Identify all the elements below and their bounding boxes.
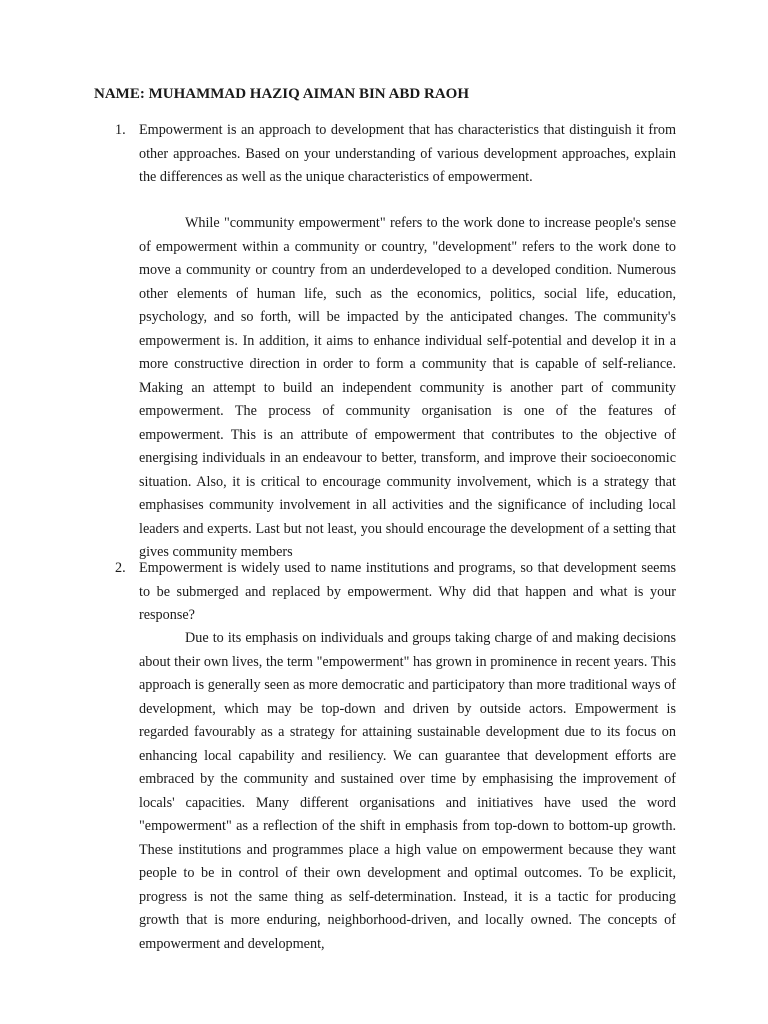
answer-1-paragraph: While "community empowerment" refers to the work done to increase people's sense of empowerment within a community or country, "development" refers to the work done to move a community or country from an underdeveloped to a developed condition. Numerous other elements of human life, such as the economics, politics, social life, education, psychology, and so forth, will be impacted by the anticipated changes. The community's empowerment is. In addition, it aims to enhance individual self-potential and develop it in a more constructive direction in order to form a community that is capable of self-reliance. Making an attempt to build an independent community is another part of community empowerment. The process of community organisation is one of the features of empowerment. This is an attribute of empowerment that contributes to the objective of energising individuals in an endeavour to better, transform, and improve their socioeconomic situation. Also, it is critical to encourage community involvement, which is a strategy that emphasises community involvement in all activities and the significance of including local leaders and experts. Last but not least, you should encourage the development of a setting that gives community members: [139, 215, 676, 560]
question-1-number: 1.: [115, 122, 126, 138]
question-2-text: Empowerment is widely used to name institutions and programs, so that development seems to be submerged and replaced by empowerment. Why did that happen and what is your response?: [139, 560, 676, 623]
answer-2-paragraph: Due to its emphasis on individuals and groups taking charge of and making decisions about their own lives, the term "empowerment" has grown in prominence in recent years. This approach is generally seen as more democratic and participatory than more traditional ways of development, which may be top-down and driven by outside actors. Empowerment is regarded favourably as a strategy for attaining sustainable development due to its focus on enhancing local capability and resiliency. We can guarantee that development efforts are embraced by the community and sustained over time by emphasising the improvement of locals' capacities. Many different organisations and initiatives have used the word "empowerment" as a reflection of the shift in emphasis from top-down to bottom-up growth. These institutions and programmes place a high value on empowerment because they want people to be in control of their own development and optimal outcomes. To be explicit, progress is not the same thing as self-determination. Instead, it is a tactic for producing growth that is more enduring, neighborhood-driven, and locally owned. The concepts of empowerment and development,: [139, 630, 676, 952]
question-2-number: 2.: [115, 560, 126, 576]
question-2: [94, 557, 676, 628]
question-1: [94, 119, 676, 190]
question-1-text: Empowerment is an approach to development that has characteristics that distinguish it from other approaches. Based on your understanding of various development approaches, explain the differences as well as the unique characteristics of empowerment.: [139, 122, 676, 185]
student-name-line: NAME: MUHAMMAD HAZIQ AIMAN BIN ABD RAOH: [94, 86, 469, 102]
